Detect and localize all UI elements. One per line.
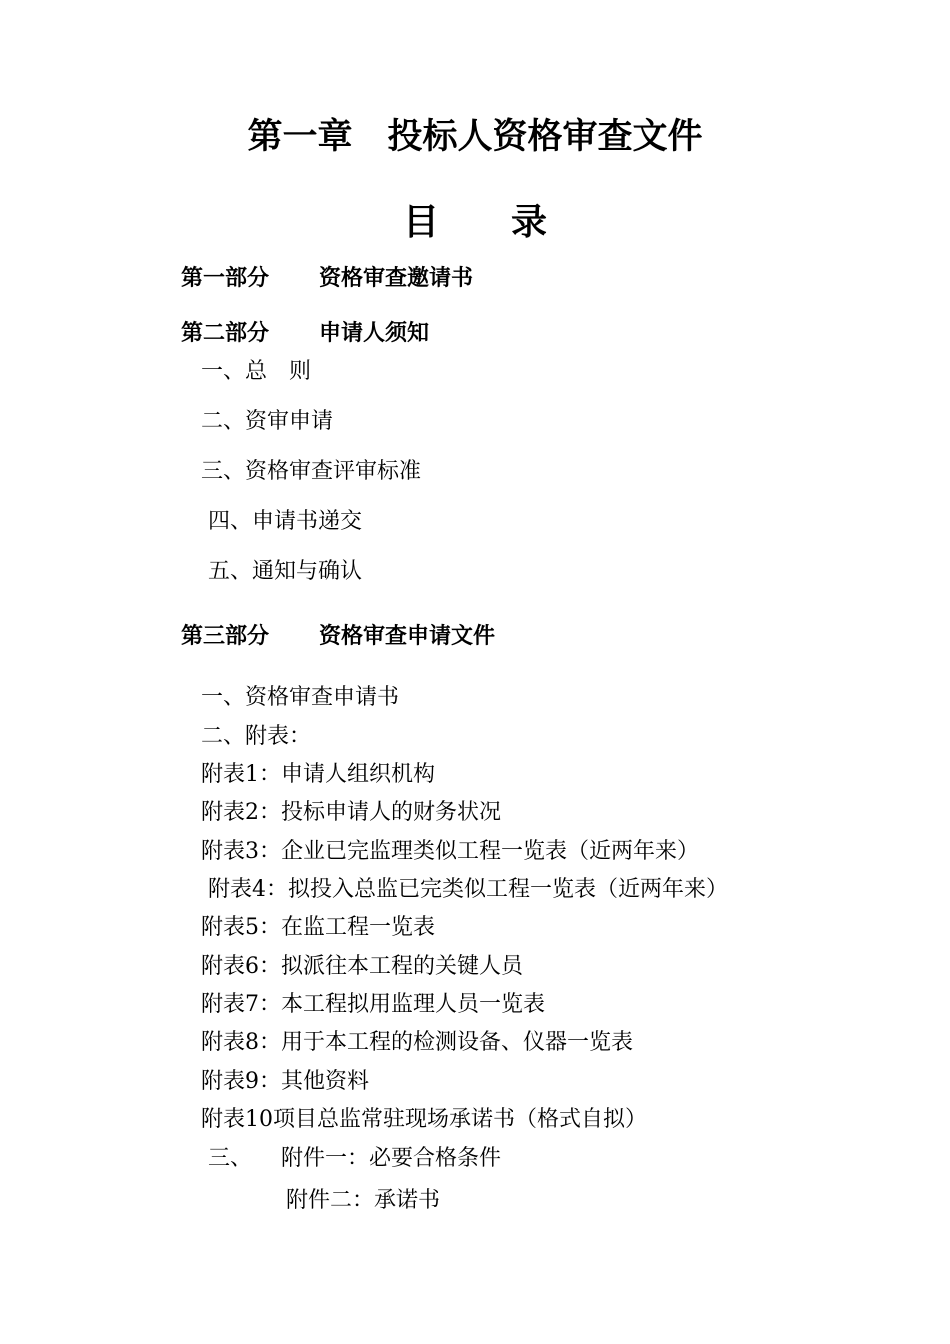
part-one-title: 资格审查邀请书 [319, 266, 474, 291]
part2-item-criteria: 三、资格审查评审标准 [201, 459, 422, 484]
schedule-2: 附表2：投标申请人的财务状况 [201, 800, 501, 825]
part-two-heading [181, 323, 429, 345]
schedule-10: 附表10项目总监常驻现场承诺书（格式自拟） [201, 1107, 647, 1132]
schedule-7: 附表7：本工程拟用监理人员一览表 [201, 992, 545, 1017]
chapter-title: 第一章 投标人资格审查文件 [247, 117, 703, 157]
part2-item-submission: 四、申请书递交 [208, 509, 363, 534]
part2-item-application: 二、资审申请 [201, 409, 334, 434]
schedule-8: 附表8：用于本工程的检测设备、仪器一览表 [201, 1030, 633, 1055]
attachment-one: 附件一：必要合格条件 [281, 1146, 502, 1171]
schedule-9: 附表9：其他资料 [201, 1069, 369, 1094]
toc-title: 目 录 [402, 202, 547, 243]
part-two-number: 第二部分 [181, 321, 270, 346]
part-one-number: 第一部分 [181, 266, 270, 291]
part-one-heading [181, 268, 473, 290]
part-two-title: 申请人须知 [319, 321, 430, 346]
part-three-number: 第三部分 [181, 624, 270, 649]
schedule-5: 附表5：在监工程一览表 [201, 915, 435, 940]
schedule-1: 附表1：申请人组织机构 [201, 762, 435, 787]
part3-item-schedules: 二、附表： [201, 724, 312, 749]
schedule-4: 附表4：拟投入总监已完类似工程一览表（近两年来） [208, 877, 728, 902]
schedule-3: 附表3：企业已完监理类似工程一览表（近两年来） [201, 839, 699, 864]
schedule-6: 附表6：拟派往本工程的关键人员 [201, 954, 523, 979]
part2-item-notification: 五、通知与确认 [208, 559, 363, 584]
part2-item-general: 一、总 则 [201, 359, 312, 384]
part-three-title: 资格审查申请文件 [319, 624, 496, 649]
attachments-prefix: 三、 [208, 1146, 253, 1171]
part3-item-application-form: 一、资格审查申请书 [201, 685, 400, 710]
part-three-heading [181, 626, 495, 648]
attachment-two: 附件二：承诺书 [286, 1188, 441, 1213]
